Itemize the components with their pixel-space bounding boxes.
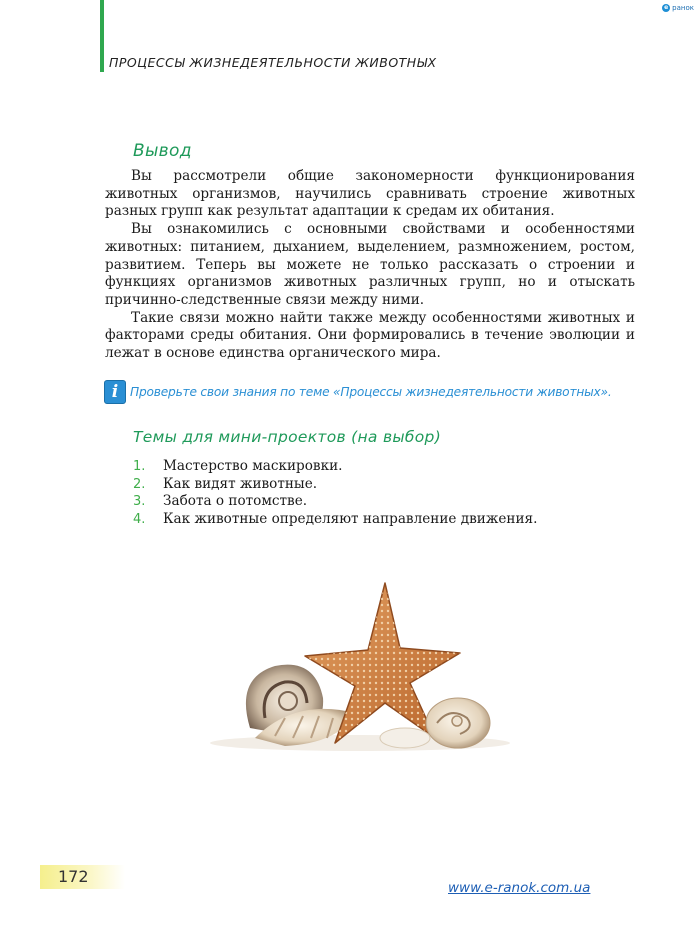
self-check-link[interactable] [104,380,612,404]
publisher-logo [662,4,694,12]
list-item: 2. Как видят животные. [133,475,318,492]
page-number: 172 [58,867,89,886]
starfish-shells-illustration [205,578,515,753]
conclusion-title: Вывод [133,141,192,161]
list-item: 1. Мастерство маскировки. [133,458,343,474]
logo-text: ранок [672,4,694,12]
paragraph: Вы рассмотрели общие закономерности функционирования животных организмов, научились сравнивать строение животных разных групп как результат адаптации к средам их обитания. [105,168,635,220]
paragraph: Такие связи можно найти также между особенностями животных и факторами среды обитания. Они формировались в течение эволюции и лежат в основе единства органического мира. [105,309,635,362]
header-accent-bar [100,0,104,72]
list-item: 4. Как животные определяют направление движения. [133,510,538,527]
small-shell [380,728,430,748]
projects-title: Темы для мини-проектов (на выбор) [133,428,442,446]
website-link[interactable]: www.e-ranok.com.ua [448,880,591,896]
self-check-text[interactable]: Проверьте свои знания по теме «Процессы жизнедеятельности животных». [130,385,612,399]
projects-list [133,458,537,528]
round-shell [426,698,490,748]
chapter-title: ПРОЦЕССЫ ЖИЗНЕДЕЯТЕЛЬНОСТИ ЖИВОТНЫХ [109,55,437,70]
paragraph: Вы ознакомились с основными свойствами и особенностями животных: питанием, дыханием, выделением, размножением, ростом, развитием. Теперь вы можете не только рассказать о строении и функциях организмов животных различных групп, но и отыскать причинно-следственные связи между ними. [105,221,635,308]
logo-icon: e [664,4,669,11]
conclusion-text [105,168,635,363]
list-item: 3. Забота о потомстве. [133,493,308,510]
info-icon[interactable]: i [104,380,126,404]
